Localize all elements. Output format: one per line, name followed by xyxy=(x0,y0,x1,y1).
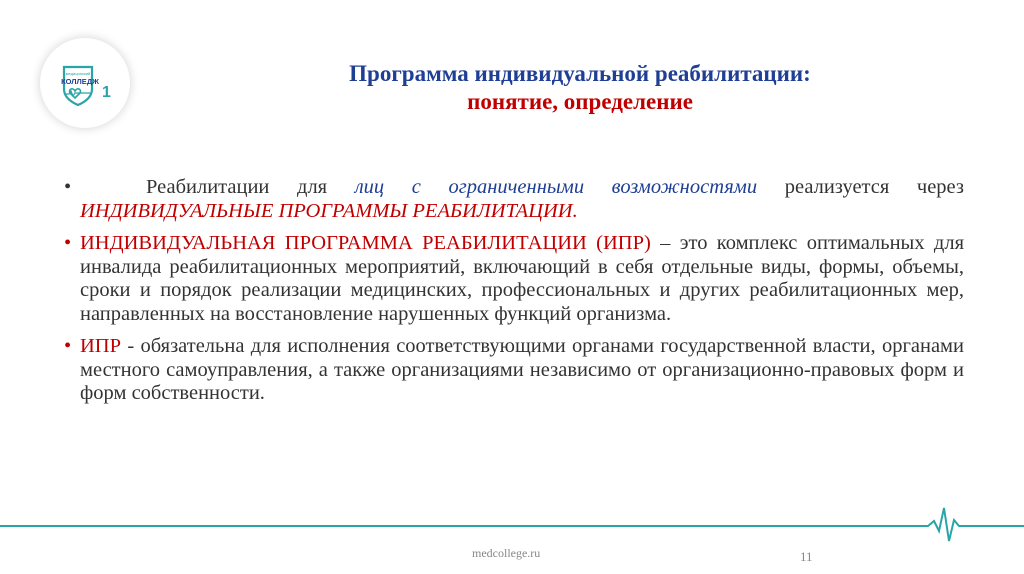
bullet-icon: • xyxy=(64,335,72,357)
paragraph-3 xyxy=(58,335,964,406)
page-number: 11 xyxy=(800,549,813,564)
slide-subtitle: понятие, определение xyxy=(467,89,693,114)
p1-emphasis: лиц с ограниченными возможностями xyxy=(354,176,758,198)
slide-body xyxy=(58,176,964,415)
svg-text:1: 1 xyxy=(102,84,111,101)
college-logo xyxy=(40,38,130,128)
svg-text:КОЛЛЕДЖ: КОЛЛЕДЖ xyxy=(61,77,99,86)
paragraph-2 xyxy=(58,232,964,326)
p3-text: - обязательна для исполнения соответствующими органами государственной власти, органами местного самоуправления, а также организациями независимо от организационно-правовых форм и форм собственности. xyxy=(80,335,964,404)
footer-url: medcollege.ru xyxy=(472,546,541,560)
p2-term: ИНДИВИДУАЛЬНАЯ ПРОГРАММА РЕАБИЛИТАЦИИ (ИПР) xyxy=(80,232,651,254)
p1-text-start: Реабилитации для xyxy=(146,176,355,198)
p1-text-mid: реализуется через xyxy=(757,176,964,198)
bullet-icon: • xyxy=(64,232,72,254)
college-logo-icon xyxy=(58,63,114,107)
slide-title: Программа индивидуальной реабилитации: xyxy=(349,61,811,86)
p3-term: ИПР xyxy=(80,335,122,357)
svg-text:медицинский: медицинский xyxy=(65,71,91,76)
p1-caps-phrase: ИНДИВИДУАЛЬНЫЕ ПРОГРАММЫ РЕАБИЛИТАЦИИ. xyxy=(80,199,578,222)
bullet-icon: • xyxy=(64,176,72,198)
p2-text: – это комплекс оптимальных для инвалида реабилитационных мероприятий, включающий в себя отдельные виды, формы, объемы, сроки и порядок реализации медицинских, профессиональных и других реабилитационных мер, направленных на восстановление нарушенных функций организма. xyxy=(80,232,964,325)
paragraph-1 xyxy=(58,176,964,223)
